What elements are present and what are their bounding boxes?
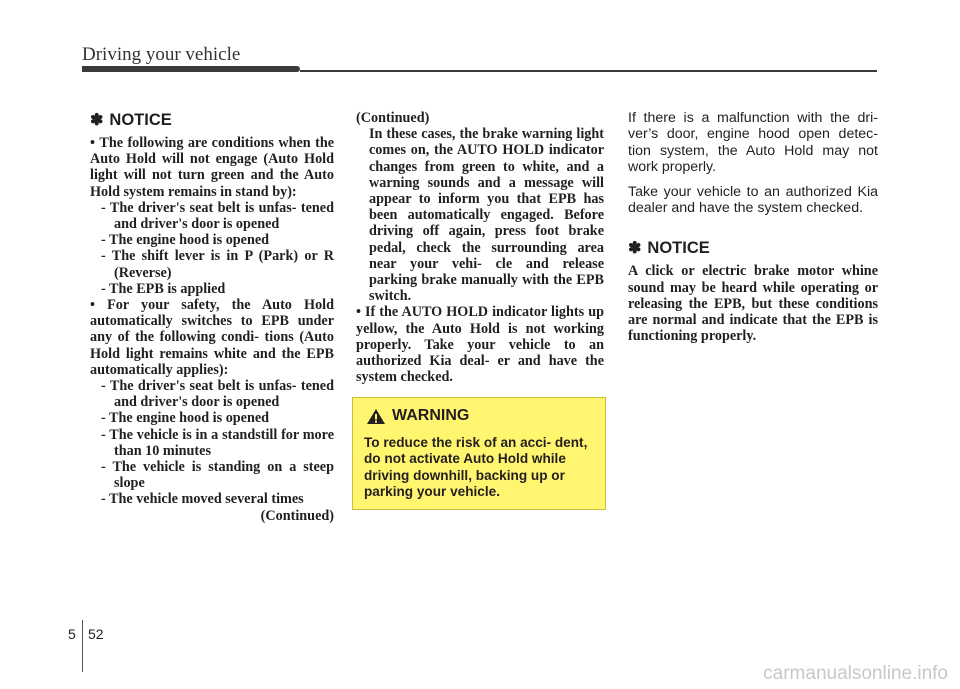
column-left bbox=[90, 110, 334, 524]
paragraph: If there is a malfunction with the dri- ver’s door, engine hood open detec- tion system, the Auto Hold may not work properly. bbox=[628, 110, 878, 176]
warning-heading bbox=[366, 407, 469, 425]
warning-title: WARNING bbox=[392, 407, 470, 424]
bullet-item: • If the AUTO HOLD indicator lights up yellow, the Auto Hold is not working properly. Take your vehicle to an authorized Kia deal- er and have the system checked. bbox=[356, 304, 604, 386]
dash-item: - The EPB is applied bbox=[101, 280, 226, 297]
section-title: Driving your vehicle bbox=[82, 44, 241, 65]
watermark: carmanualsonline.info bbox=[763, 663, 948, 684]
column-middle bbox=[356, 110, 604, 385]
notice-title: NOTICE bbox=[647, 238, 710, 257]
dash-item: - The vehicle is standing on a steep slope bbox=[101, 459, 334, 492]
notice-text: A click or electric brake motor whine sound may be heard while operating or releasing the EPB, but these conditions are normal and indicate that the EPB is functioning properly. bbox=[628, 263, 878, 345]
star-icon: ✽ bbox=[628, 240, 642, 258]
paragraph: Take your vehicle to an authorized Kia dealer and have the system checked. bbox=[628, 183, 878, 217]
header-rule-thin bbox=[300, 70, 877, 72]
dash-item: - The vehicle is in a standstill for more than 10 minutes bbox=[101, 426, 334, 459]
star-icon: ✽ bbox=[90, 112, 104, 129]
footer-rule bbox=[82, 620, 83, 672]
dash-item: - The engine hood is opened bbox=[101, 232, 270, 249]
notice-title: NOTICE bbox=[109, 110, 172, 129]
notice-heading bbox=[90, 110, 334, 130]
warning-text: To reduce the risk of an acci- dent, do not activate Auto Hold while driving downhill, backing up or parking your vehicle. bbox=[364, 435, 588, 500]
header-rule-thick bbox=[82, 66, 300, 72]
bullet-item: • The following are conditions when the Auto Hold will not engage (Auto Hold light will not turn green and the Auto Hold system remains in stand by): bbox=[90, 135, 335, 200]
dash-item: - The driver's seat belt is unfas- tened and driver's door is opened bbox=[101, 378, 334, 411]
dash-item: - The engine hood is opened bbox=[101, 410, 270, 427]
page-number: 52 bbox=[88, 626, 104, 642]
notice-heading bbox=[628, 238, 878, 258]
bullet-item: • For your safety, the Auto Hold automatically switches to EPB under any of the following condi- tions (Auto Hold light remains white and the EPB automatically applies): bbox=[90, 297, 334, 378]
column-right bbox=[628, 110, 878, 344]
warning-triangle-icon bbox=[366, 408, 386, 425]
continued-label: (Continued) bbox=[260, 507, 334, 524]
chapter-number: 5 bbox=[68, 626, 76, 642]
warning-box bbox=[352, 397, 606, 510]
continued-heading: (Continued) bbox=[356, 110, 430, 126]
paragraph: In these cases, the brake warning light comes on, the AUTO HOLD indicator changes from green to white, and a warning sounds and a message will appear to inform you that EPB has been automatically engaged. Before driving off again, press foot brake pedal, check the surrounding area near your vehi- cle and release parking brake manually with the EPB switch. bbox=[369, 126, 604, 305]
dash-item: - The vehicle moved several times bbox=[101, 491, 304, 508]
dash-item: - The driver's seat belt is unfas- tened and driver's door is opened bbox=[101, 199, 334, 233]
dash-item: - The shift lever is in P (Park) or R (Reverse) bbox=[101, 248, 334, 281]
